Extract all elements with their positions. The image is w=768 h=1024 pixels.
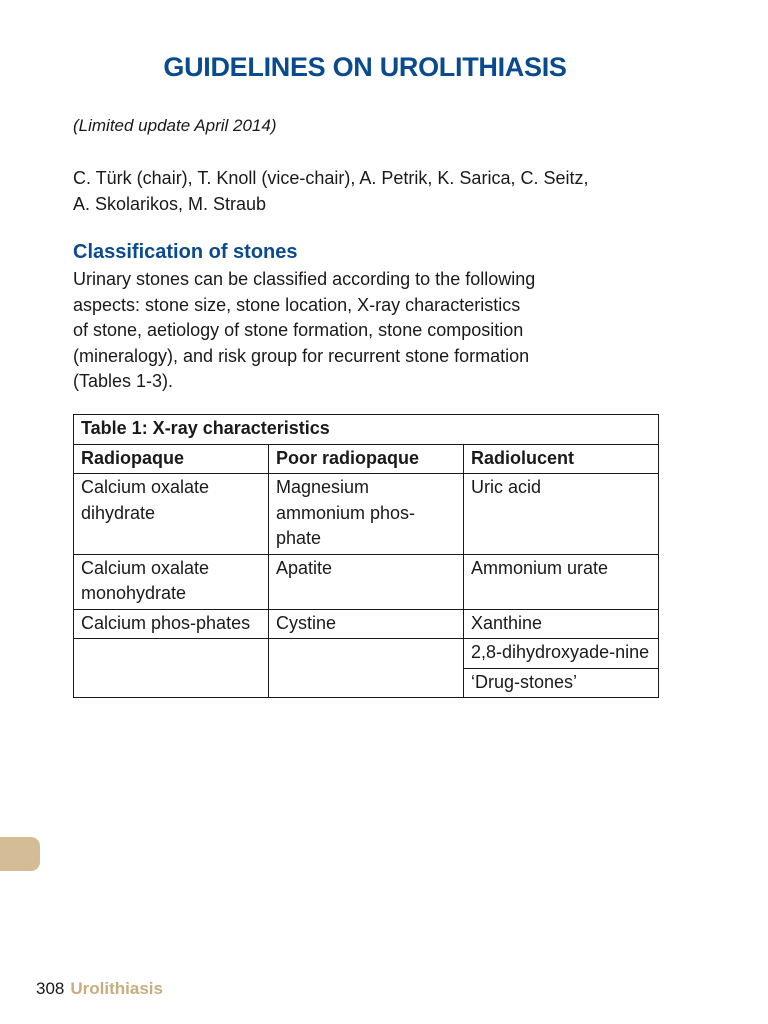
table-row <box>74 554 659 609</box>
table-header-row <box>74 444 659 474</box>
column-header-radiolucent: Radiolucent <box>464 444 659 474</box>
paragraph-line: of stone, aetiology of stone formation, stone composition <box>73 320 524 341</box>
section-heading: Classification of stones <box>73 241 298 263</box>
section-paragraph <box>73 267 653 395</box>
table-cell: Xanthine <box>464 609 659 639</box>
author-line: C. Türk (chair), T. Knoll (vice-chair), A. Petrik, K. Sarica, C. Seitz, <box>73 168 589 188</box>
table-row <box>74 609 659 639</box>
column-header-radiopaque: Radiopaque <box>74 444 269 474</box>
table-cell: Ammonium urate <box>464 554 659 609</box>
table-cell-empty <box>74 639 269 698</box>
author-line: A. Skolarikos, M. Straub <box>73 193 267 214</box>
paragraph-line: (Tables 1-3). <box>73 371 174 392</box>
table-row <box>74 639 659 669</box>
table-cell: 2,8-dihydroxyade-nine <box>464 639 659 669</box>
table-cell: Calcium oxalate dihydrate <box>74 474 269 555</box>
paragraph-line: Urinary stones can be classified according to the following <box>73 269 536 289</box>
table-cell: Apatite <box>269 554 464 609</box>
paragraph-line: aspects: stone size, stone location, X-ray characteristics <box>73 294 521 315</box>
table-row <box>74 474 659 555</box>
table-cell: Calcium oxalate monohydrate <box>74 554 269 609</box>
page-number: 308 <box>36 979 65 998</box>
update-note: (Limited update April 2014) <box>73 116 277 135</box>
table-cell: ‘Drug-stones’ <box>464 668 659 698</box>
page-footer <box>36 979 163 999</box>
table-caption-row <box>74 415 659 445</box>
footer-section-name: Urolithiasis <box>70 979 163 998</box>
table-caption: Table 1: X-ray characteristics <box>74 415 659 445</box>
table-cell: Uric acid <box>464 474 659 555</box>
column-header-poor-radiopaque: Poor radiopaque <box>269 444 464 474</box>
table-cell: Cystine <box>269 609 464 639</box>
paragraph-line: (mineralogy), and risk group for recurrent stone formation <box>73 345 530 366</box>
table-cell: Calcium phos-phates <box>74 609 269 639</box>
author-list <box>73 166 673 217</box>
page-title: GUIDELINES ON UROLITHIASIS <box>163 52 567 82</box>
table-cell-empty <box>269 639 464 698</box>
xray-characteristics-table <box>73 414 659 698</box>
chapter-tab-marker <box>0 837 40 871</box>
table-cell: Magnesium ammonium phos-phate <box>269 474 464 555</box>
